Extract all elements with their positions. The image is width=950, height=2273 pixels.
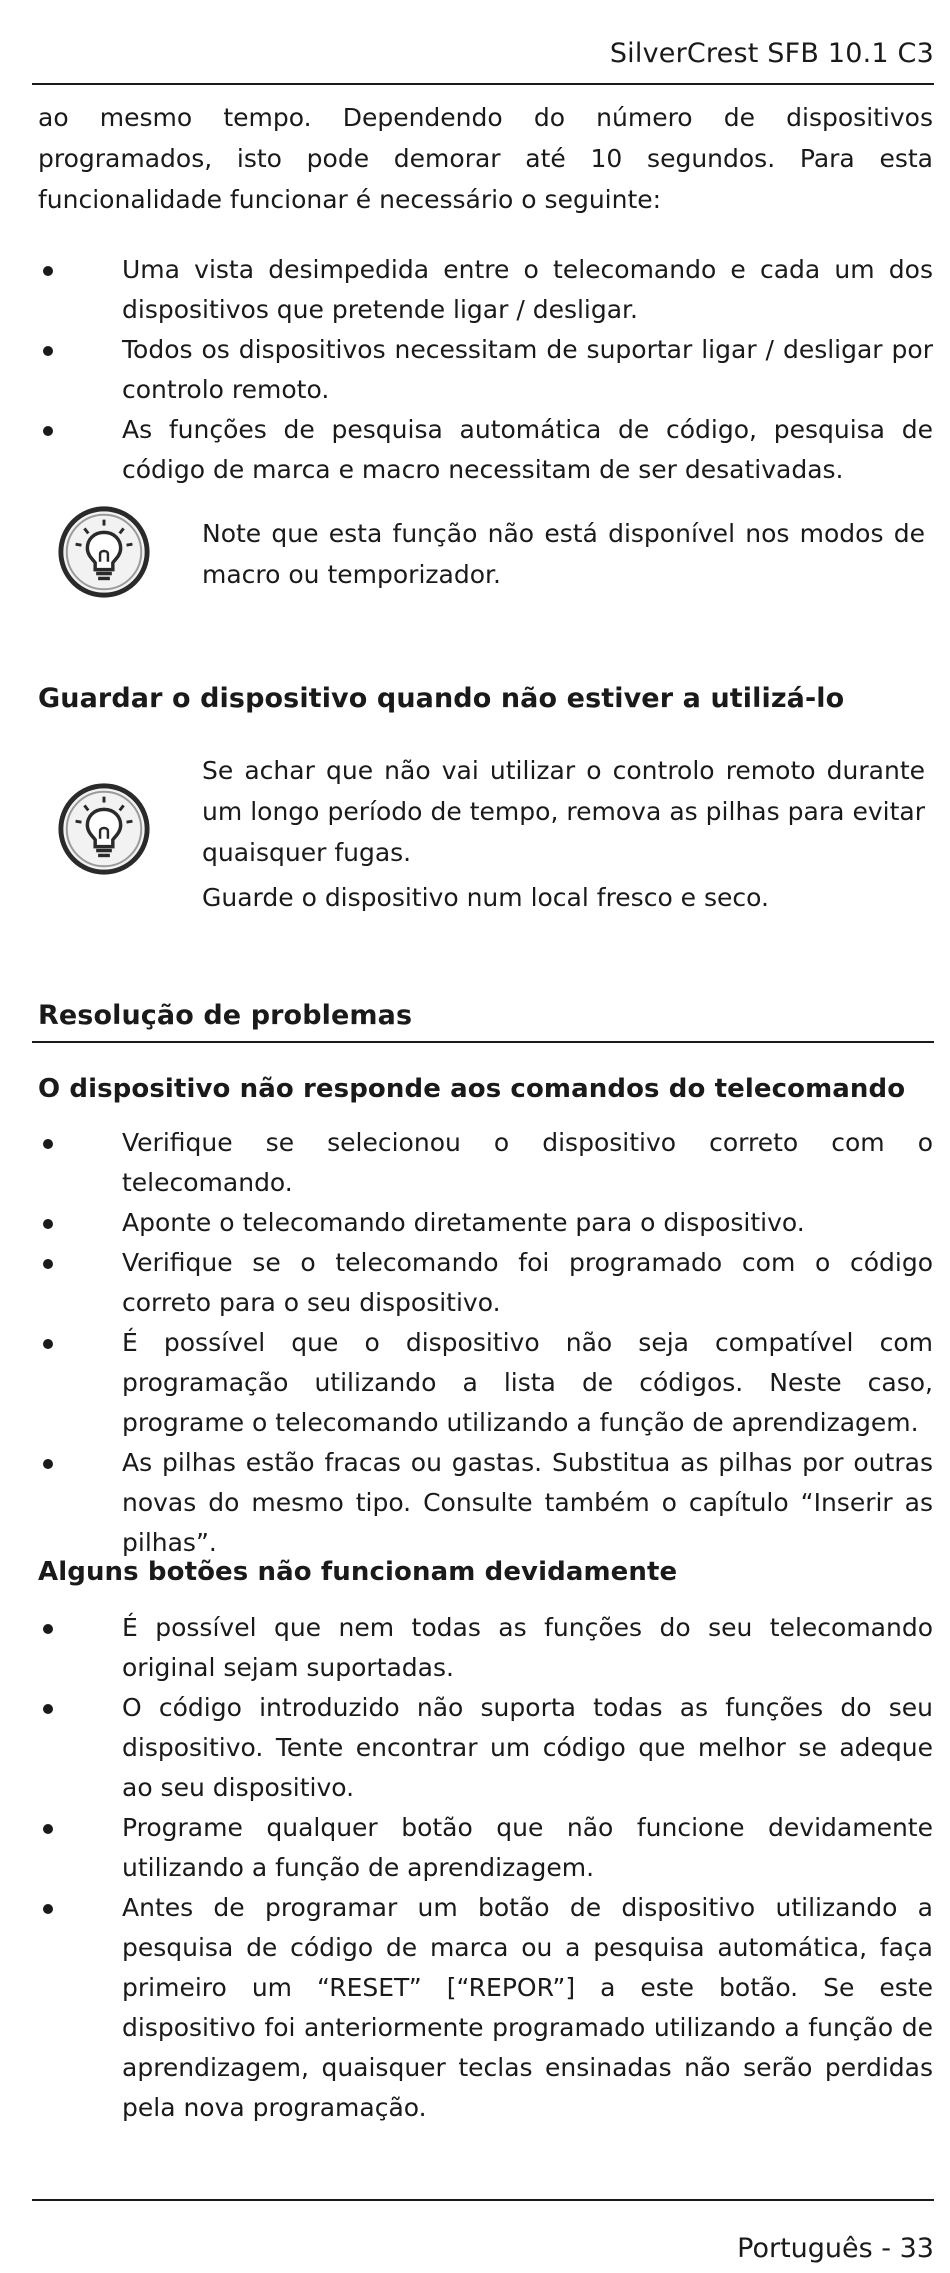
bullet-icon [43, 1259, 53, 1269]
list-item: Antes de programar um botão de dispositivo utilizando a pesquisa de código de marca ou a pesquisa automática, faça primeiro um “RESET” [“REPOR”] a este botão. Se este dispositivo foi anteriormente programado utilizando a função de aprendizagem, quaisquer teclas ensinadas não serão perdidas pela nova programação. [38, 1888, 933, 2128]
bullet-icon [43, 346, 53, 356]
bullet-icon [43, 1339, 53, 1349]
list-item: Verifique se selecionou o dispositivo correto com o telecomando. [38, 1123, 933, 1203]
list-item: As pilhas estão fracas ou gastas. Substitua as pilhas por outras novas do mesmo tipo. Consulte também o capítulo “Inserir as pilhas”. [38, 1443, 933, 1563]
list-item: É possível que nem todas as funções do seu telecomando original sejam suportadas. [38, 1608, 933, 1688]
requirements-list [38, 250, 933, 490]
note-store-cool-dry: Guarde o dispositivo num local fresco e seco. [202, 883, 769, 912]
lightbulb-hint-icon [55, 780, 153, 878]
bullet-icon [43, 1459, 53, 1469]
bullet-icon [43, 1824, 53, 1834]
list-item: Verifique se o telecomando foi programado com o código correto para o seu dispositivo. [38, 1243, 933, 1323]
bullet-icon [43, 1904, 53, 1914]
section-divider [32, 1041, 934, 1043]
bullet-icon [43, 1219, 53, 1229]
storage-heading: Guardar o dispositivo quando não estiver a utilizá-lo [38, 683, 845, 714]
no-response-list [38, 1123, 933, 1563]
some-buttons-list [38, 1608, 933, 2128]
note-macro-timer: Note que esta função não está disponível nos modos de macro ou temporizador. [202, 519, 925, 589]
list-item: Todos os dispositivos necessitam de suportar ligar / desligar por controlo remoto. [38, 330, 933, 410]
no-response-heading: O dispositivo não responde aos comandos do telecomando [38, 1074, 906, 1104]
footer-divider [32, 2199, 934, 2201]
lightbulb-hint-icon [55, 503, 153, 601]
page-footer: Português - 33 [737, 2233, 934, 2264]
list-item: As funções de pesquisa automática de código, pesquisa de código de marca e macro necessitam de ser desativadas. [38, 410, 933, 490]
list-item: É possível que o dispositivo não seja compatível com programação utilizando a lista de códigos. Neste caso, programe o telecomando utilizando a função de aprendizagem. [38, 1323, 933, 1443]
bullet-icon [43, 426, 53, 436]
list-item: Programe qualquer botão que não funcione devidamente utilizando a função de aprendizagem. [38, 1808, 933, 1888]
bullet-icon [43, 266, 53, 276]
bullet-icon [43, 1139, 53, 1149]
bullet-icon [43, 1624, 53, 1634]
troubleshooting-heading: Resolução de problemas [38, 1000, 413, 1031]
list-item: Aponte o telecomando diretamente para o dispositivo. [38, 1203, 933, 1243]
list-item: O código introduzido não suporta todas as funções do seu dispositivo. Tente encontrar um código que melhor se adeque ao seu dispositivo. [38, 1688, 933, 1808]
some-buttons-heading: Alguns botões não funcionam devidamente [38, 1557, 678, 1587]
bullet-icon [43, 1704, 53, 1714]
note-remove-batteries: Se achar que não vai utilizar o controlo remoto durante um longo período de tempo, remova as pilhas para evitar quaisquer fugas. [202, 756, 925, 867]
list-item: Uma vista desimpedida entre o telecomando e cada um dos dispositivos que pretende ligar / desligar. [38, 250, 933, 330]
intro-paragraph: ao mesmo tempo. Dependendo do número de dispositivos programados, isto pode demorar até 10 segundos. Para esta funcionalidade funcionar é necessário o seguinte: [38, 103, 933, 214]
page-header-title: SilverCrest SFB 10.1 C3 [609, 38, 934, 69]
header-divider [32, 83, 934, 85]
